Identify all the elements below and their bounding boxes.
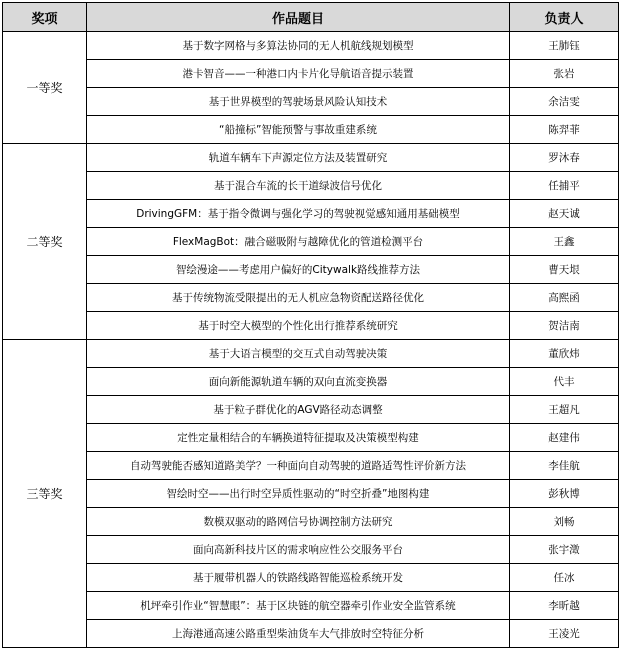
table-header [3, 3, 619, 32]
table-row [3, 592, 619, 620]
table-row [3, 284, 619, 312]
lead-cell: 代丰 [510, 368, 619, 396]
awards-table [2, 2, 619, 648]
lead-cell: 彭秋博 [510, 480, 619, 508]
lead-cell: 王超凡 [510, 396, 619, 424]
table-row [3, 368, 619, 396]
table-row [3, 256, 619, 284]
title-cell: 基于粒子群优化的AGV路径动态调整 [87, 396, 510, 424]
title-cell: “船撞标”智能预警与事故重建系统 [87, 116, 510, 144]
title-cell: 基于数字网格与多算法协同的无人机航线规划模型 [87, 32, 510, 60]
table-row [3, 144, 619, 172]
award-cell: 三等奖 [3, 340, 87, 648]
lead-cell: 罗沐春 [510, 144, 619, 172]
title-cell: 智绘时空——出行时空异质性驱动的“时空折叠”地图构建 [87, 480, 510, 508]
lead-cell: 任冰 [510, 564, 619, 592]
title-cell: 面向新能源轨道车辆的双向直流变换器 [87, 368, 510, 396]
title-cell: 基于混合车流的长干道绿波信号优化 [87, 172, 510, 200]
award-cell: 二等奖 [3, 144, 87, 340]
header-lead: 负责人 [510, 3, 619, 32]
title-cell: 自动驾驶能否感知道路美学？一种面向自动驾驶的道路适驾性评价新方法 [87, 452, 510, 480]
header-award: 奖项 [3, 3, 87, 32]
table-row [3, 228, 619, 256]
title-cell: 数模双驱动的路网信号协调控制方法研究 [87, 508, 510, 536]
title-cell: 轨道车辆车下声源定位方法及装置研究 [87, 144, 510, 172]
table-row [3, 200, 619, 228]
table-row [3, 312, 619, 340]
table-row [3, 564, 619, 592]
table-row [3, 480, 619, 508]
table-row [3, 536, 619, 564]
table-row [3, 340, 619, 368]
lead-cell: 董欣炜 [510, 340, 619, 368]
title-cell: 基于传统物流受限提出的无人机应急物资配送路径优化 [87, 284, 510, 312]
title-cell: 机坪牵引作业“智慧眼”：基于区块链的航空器牵引作业安全监管系统 [87, 592, 510, 620]
table-body [3, 32, 619, 648]
title-cell: 港卡智音——一种港口内卡片化导航语音提示装置 [87, 60, 510, 88]
title-cell: 面向高新科技片区的需求响应性公交服务平台 [87, 536, 510, 564]
table-row [3, 116, 619, 144]
lead-cell: 余洁雯 [510, 88, 619, 116]
table-row [3, 172, 619, 200]
title-cell: 基于世界模型的驾驶场景风险认知技术 [87, 88, 510, 116]
table-row [3, 32, 619, 60]
lead-cell: 李佳航 [510, 452, 619, 480]
table-row [3, 452, 619, 480]
lead-cell: 贺洁南 [510, 312, 619, 340]
title-cell: 基于履带机器人的铁路线路智能巡检系统开发 [87, 564, 510, 592]
lead-cell: 赵天诚 [510, 200, 619, 228]
lead-cell: 王肺钰 [510, 32, 619, 60]
lead-cell: 王鑫 [510, 228, 619, 256]
title-cell: 智绘漫途——考虑用户偏好的Citywalk路线推荐方法 [87, 256, 510, 284]
table-row [3, 620, 619, 648]
header-row [3, 3, 619, 32]
lead-cell: 李昕越 [510, 592, 619, 620]
lead-cell: 张岩 [510, 60, 619, 88]
header-title: 作品题目 [87, 3, 510, 32]
award-cell: 一等奖 [3, 32, 87, 144]
title-cell: DrivingGFM：基于指令微调与强化学习的驾驶视觉感知通用基础模型 [87, 200, 510, 228]
lead-cell: 赵建伟 [510, 424, 619, 452]
lead-cell: 陈羿菲 [510, 116, 619, 144]
title-cell: 基于时空大模型的个性化出行推荐系统研究 [87, 312, 510, 340]
lead-cell: 任捕平 [510, 172, 619, 200]
lead-cell: 刘畅 [510, 508, 619, 536]
title-cell: FlexMagBot：融合磁吸附与越障优化的管道检测平台 [87, 228, 510, 256]
title-cell: 上海港通高速公路重型柴油货车大气排放时空特征分析 [87, 620, 510, 648]
lead-cell: 高熙函 [510, 284, 619, 312]
table-row [3, 396, 619, 424]
lead-cell: 王凌光 [510, 620, 619, 648]
table-row [3, 424, 619, 452]
title-cell: 基于大语言模型的交互式自动驾驶决策 [87, 340, 510, 368]
table-row [3, 88, 619, 116]
table-row [3, 508, 619, 536]
lead-cell: 曹天垠 [510, 256, 619, 284]
title-cell: 定性定量相结合的车辆换道特征提取及决策模型构建 [87, 424, 510, 452]
lead-cell: 张宇澂 [510, 536, 619, 564]
table-row [3, 60, 619, 88]
